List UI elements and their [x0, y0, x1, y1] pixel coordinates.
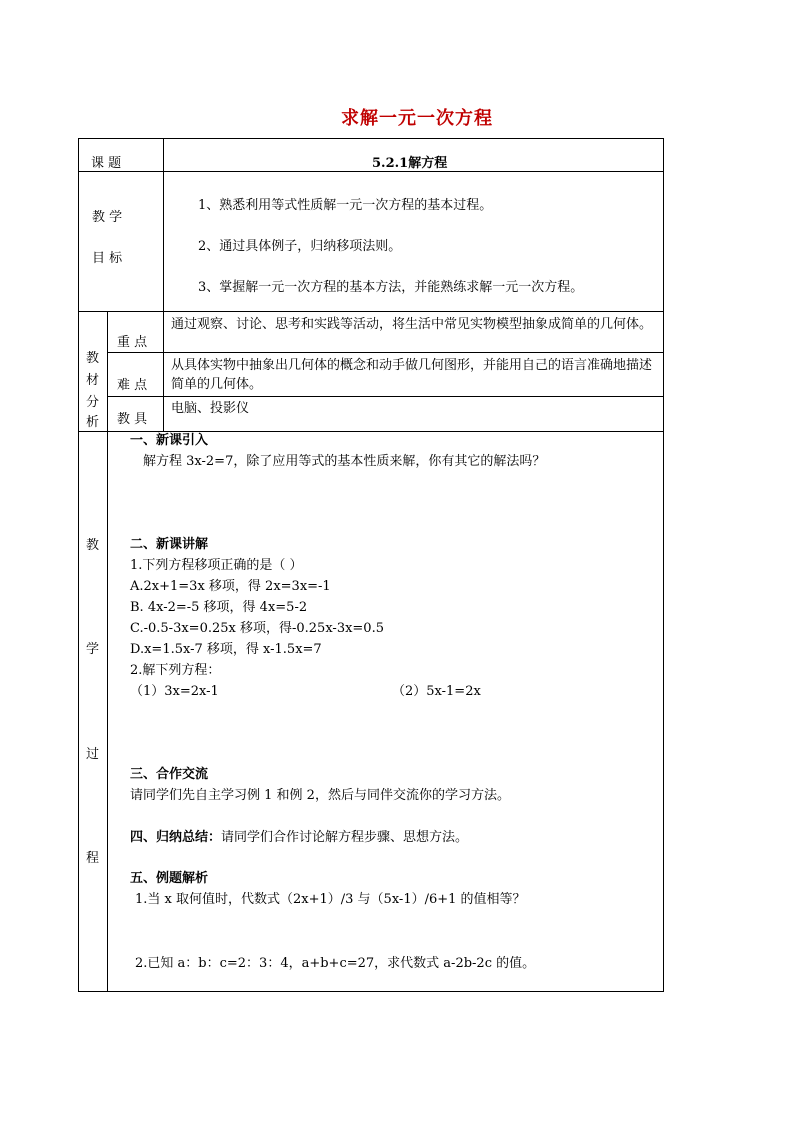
- section-heading: 三、合作交流: [130, 767, 209, 782]
- column-divider: [163, 311, 164, 431]
- section-text: 请同学们合作讨论解方程步骤、思想方法。: [221, 830, 469, 845]
- objective-item: 3、掌握解一元一次方程的基本方法，并能熟练求解一元一次方程。: [198, 280, 584, 295]
- process-label-char: 过: [86, 747, 100, 762]
- example-item: 1.当 x 取何值时，代数式（2x+1）/3 与（5x-1）/6+1 的值相等？: [135, 892, 526, 907]
- column-divider: [107, 311, 108, 992]
- objectives-label-top: 教 学: [92, 210, 123, 225]
- column-divider: [163, 138, 164, 311]
- difficulty-text: 从具体实物中抽象出几何体的概念和动手做几何图形，并能用自己的语言准确地描述简单的几何体。: [171, 358, 653, 392]
- section-text: 请同学们先自主学习例 1 和例 2，然后与同伴交流你的学习方法。: [130, 788, 510, 803]
- row-divider: [107, 352, 664, 353]
- objectives-label-bottom: 目 标: [92, 251, 123, 266]
- analysis-label-char: 分: [86, 395, 100, 410]
- equation-item: （2）5x-1=2x: [392, 684, 481, 699]
- section-heading: 一、新课引入: [130, 433, 209, 448]
- row-divider: [78, 311, 664, 312]
- example-item: 2.已知 a：b：c=2：3：4，a+b+c=27，求代数式 a-2b-2c 的值。: [135, 956, 536, 971]
- analysis-label-char: 教: [86, 351, 100, 366]
- document-title: 求解一元一次方程: [341, 108, 493, 129]
- process-label-char: 学: [86, 642, 100, 657]
- analysis-label-char: 材: [86, 373, 100, 388]
- difficulty-label: 难 点: [117, 378, 148, 393]
- topic-value: 5.2.1解方程: [372, 156, 448, 171]
- equation-item: （1）3x=2x-1: [130, 684, 219, 699]
- process-label-char: 教: [86, 538, 100, 553]
- topic-label: 课 题: [91, 156, 122, 171]
- row-divider: [107, 396, 664, 397]
- summary-line: [130, 829, 468, 846]
- row-divider: [78, 171, 664, 172]
- option-item: D.x=1.5x-7 移项，得 x-1.5x=7: [130, 642, 322, 657]
- analysis-label-char: 析: [86, 415, 100, 430]
- question-text: 1.下列方程移项正确的是（ ）: [130, 558, 303, 573]
- question-text: 2.解下列方程：: [130, 663, 221, 678]
- key-point-label: 重 点: [117, 335, 148, 350]
- option-item: C.-0.5-3x=0.25x 移项，得-0.25x-3x=0.5: [130, 621, 384, 636]
- tools-label: 教 具: [117, 412, 148, 427]
- objective-item: 2、通过具体例子，归纳移项法则。: [198, 239, 402, 254]
- section-heading: 二、新课讲解: [130, 537, 209, 552]
- objective-item: 1、熟悉利用等式性质解一元一次方程的基本过程。: [198, 198, 493, 213]
- section-heading: 四、归纳总结：: [130, 830, 222, 845]
- option-item: A.2x+1=3x 移项，得 2x=3x=-1: [130, 579, 331, 594]
- tools-text: 电脑、投影仪: [171, 401, 250, 416]
- process-label-char: 程: [86, 851, 100, 866]
- section-text: 解方程 3x-2=7，除了应用等式的基本性质来解，你有其它的解法吗？: [143, 454, 546, 469]
- option-item: B. 4x-2=-5 移项，得 4x=5-2: [130, 600, 308, 615]
- key-point-text: 通过观察、讨论、思考和实践等活动，将生活中常见实物模型抽象成简单的几何体。: [171, 317, 653, 332]
- section-heading: 五、例题解析: [130, 871, 209, 886]
